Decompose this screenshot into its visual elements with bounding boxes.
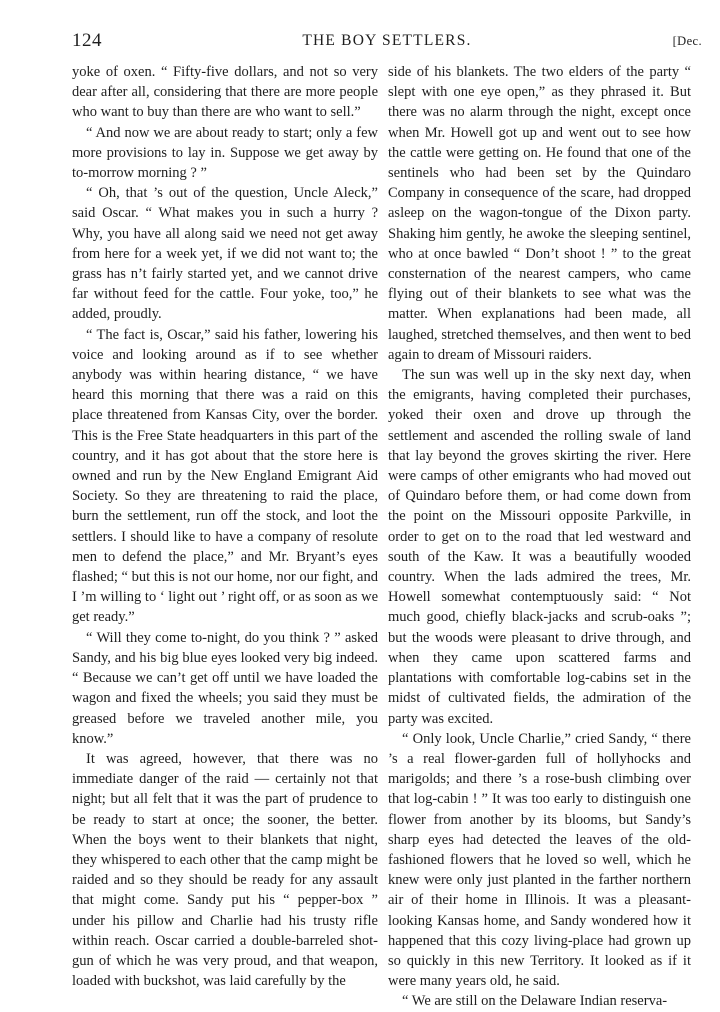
paragraph: “ The fact is, Oscar,” said his father, lowering his voice and looking around as if to see whether anybody was within hearing distance, “ we have heard this morning that there was a raid on this place threatened from Kansas City, over the border. This is the Free State headquarters in this part of the country, and it has got about that the store here is owned and run by the New England Emigrant Aid Society. So they are threatening to raid the place, burn the settlement, run off the stock, and loot the settlers. I should like to have a company of resolute men to defend the place,” and Mr. Bryant’s eyes flashed; “ but this is not our home, nor our fight, and I ’m willing to ‘ light out ’ right off, or as soon as we get ready.” — [72, 326, 378, 626]
paragraph: “ Only look, Uncle Charlie,” cried Sandy, “ there ’s a real flower-garden full of hollyhocks and marigolds; and there ’s a rose-bush climbing over that log-cabin ! ” It was too early to distinguish one flower from another by its blooms, but Sandy’s sharp eyes had detected the leaves of the old-fashioned flowers that he loved so well, which he knew were only just planted in the farther northern air of their home in Illinois. It was a pleasant-looking Kansas home, and Sandy wondered how it happened that this cozy living-place had grown up so quickly in this new Territory. It looked as if it were many years old, he said. — [388, 730, 691, 990]
month-tag: [Dec. — [672, 34, 702, 48]
paragraph: The sun was well up in the sky next day, when the emigrants, having completed their purchases, yoked their oxen and drove up through the settlement and ascended the rolling swale of land that lay beyond the groves skirting the river. Here were camps of other emigrants who had moved out of Quindaro before them, or had come down from the point on the Missouri opposite Parkville, in order to get on to the road that led westward and south of the Kaw. It was a beautifully wooded country. When the lads admired the trees, Mr. Howell somewhat contemptuously said: “ Not much good, chiefly black-jacks and scrub-oaks ”; but the woods were pleasant to drive through, and when they came upon scattered farms and plantations with comfortable log-cabins set in the midst of cultivated fields, the admiration of the party was excited. — [388, 367, 691, 727]
left-column — [72, 62, 378, 992]
paragraph: “ And now we are about ready to start; only a few more provisions to lay in. Suppose we get away by to-morrow morning ? ” — [72, 124, 378, 182]
paragraph: yoke of oxen. “ Fifty-five dollars, and not so very dear after all, considering that there are more people who want to buy than there are who want to sell.” — [72, 64, 378, 121]
paragraph: “ Will they come to-night, do you think ? ” asked Sandy, and his big blue eyes looked very big indeed. “ Because we can’t get off until we have loaded the wagon and fixed the wheels; you said they must be greased before we traveled another mile, you know.” — [72, 629, 378, 747]
paragraph: It was agreed, however, that there was no immediate danger of the raid — certainly not that night; but all felt that it was the part of prudence to be ready to start at once; the sooner, the better. When the boys went to their blankets that night, they whispered to each other that the camp might be raided and so they should be ready for any assault that might come. Sandy put his “ pepper-box ” under his pillow and Charlie had his trusty rifle within reach. Oscar carried a double-barreled shot-gun of which he was very proud, and that weapon, loaded with buckshot, was laid carefully by the — [72, 750, 378, 990]
paragraph: side of his blankets. The two elders of the party “ slept with one eye open,” as they phrased it. But there was no alarm through the night, except once when Mr. Howell got up and went out to see how the cattle were getting on. He found that one of the sentinels who had been set by the Quindaro Company in consequence of the scare, had dropped asleep on the wagon-tongue of the Dixon party. Shaking him gently, he awoke the sleeping sentinel, who at once bawled “ Don’t shoot ! ” to the great consternation of the nearest campers, who came flying out of their blankets to see what was the matter. When explanations had been made, all laughed, stretched themselves, and then went to bed again to dream of Missouri raiders. — [388, 64, 691, 363]
right-column — [388, 62, 691, 1010]
paragraph: “ We are still on the Delaware Indian reserva- — [402, 993, 668, 1010]
page-number: 124 — [72, 30, 102, 51]
paragraph: “ Oh, that ’s out of the question, Uncle Aleck,” said Oscar. “ What makes you in such a hurry ? Why, you have all along said we need not get away from here for a week yet, if we did not want to; the grass has n’t fairly started yet, and we cannot drive far without feed for the cattle. Four yoke, too,” he added, proudly. — [72, 185, 378, 323]
running-header — [72, 30, 702, 52]
running-title: THE BOY SETTLERS. — [302, 32, 472, 49]
